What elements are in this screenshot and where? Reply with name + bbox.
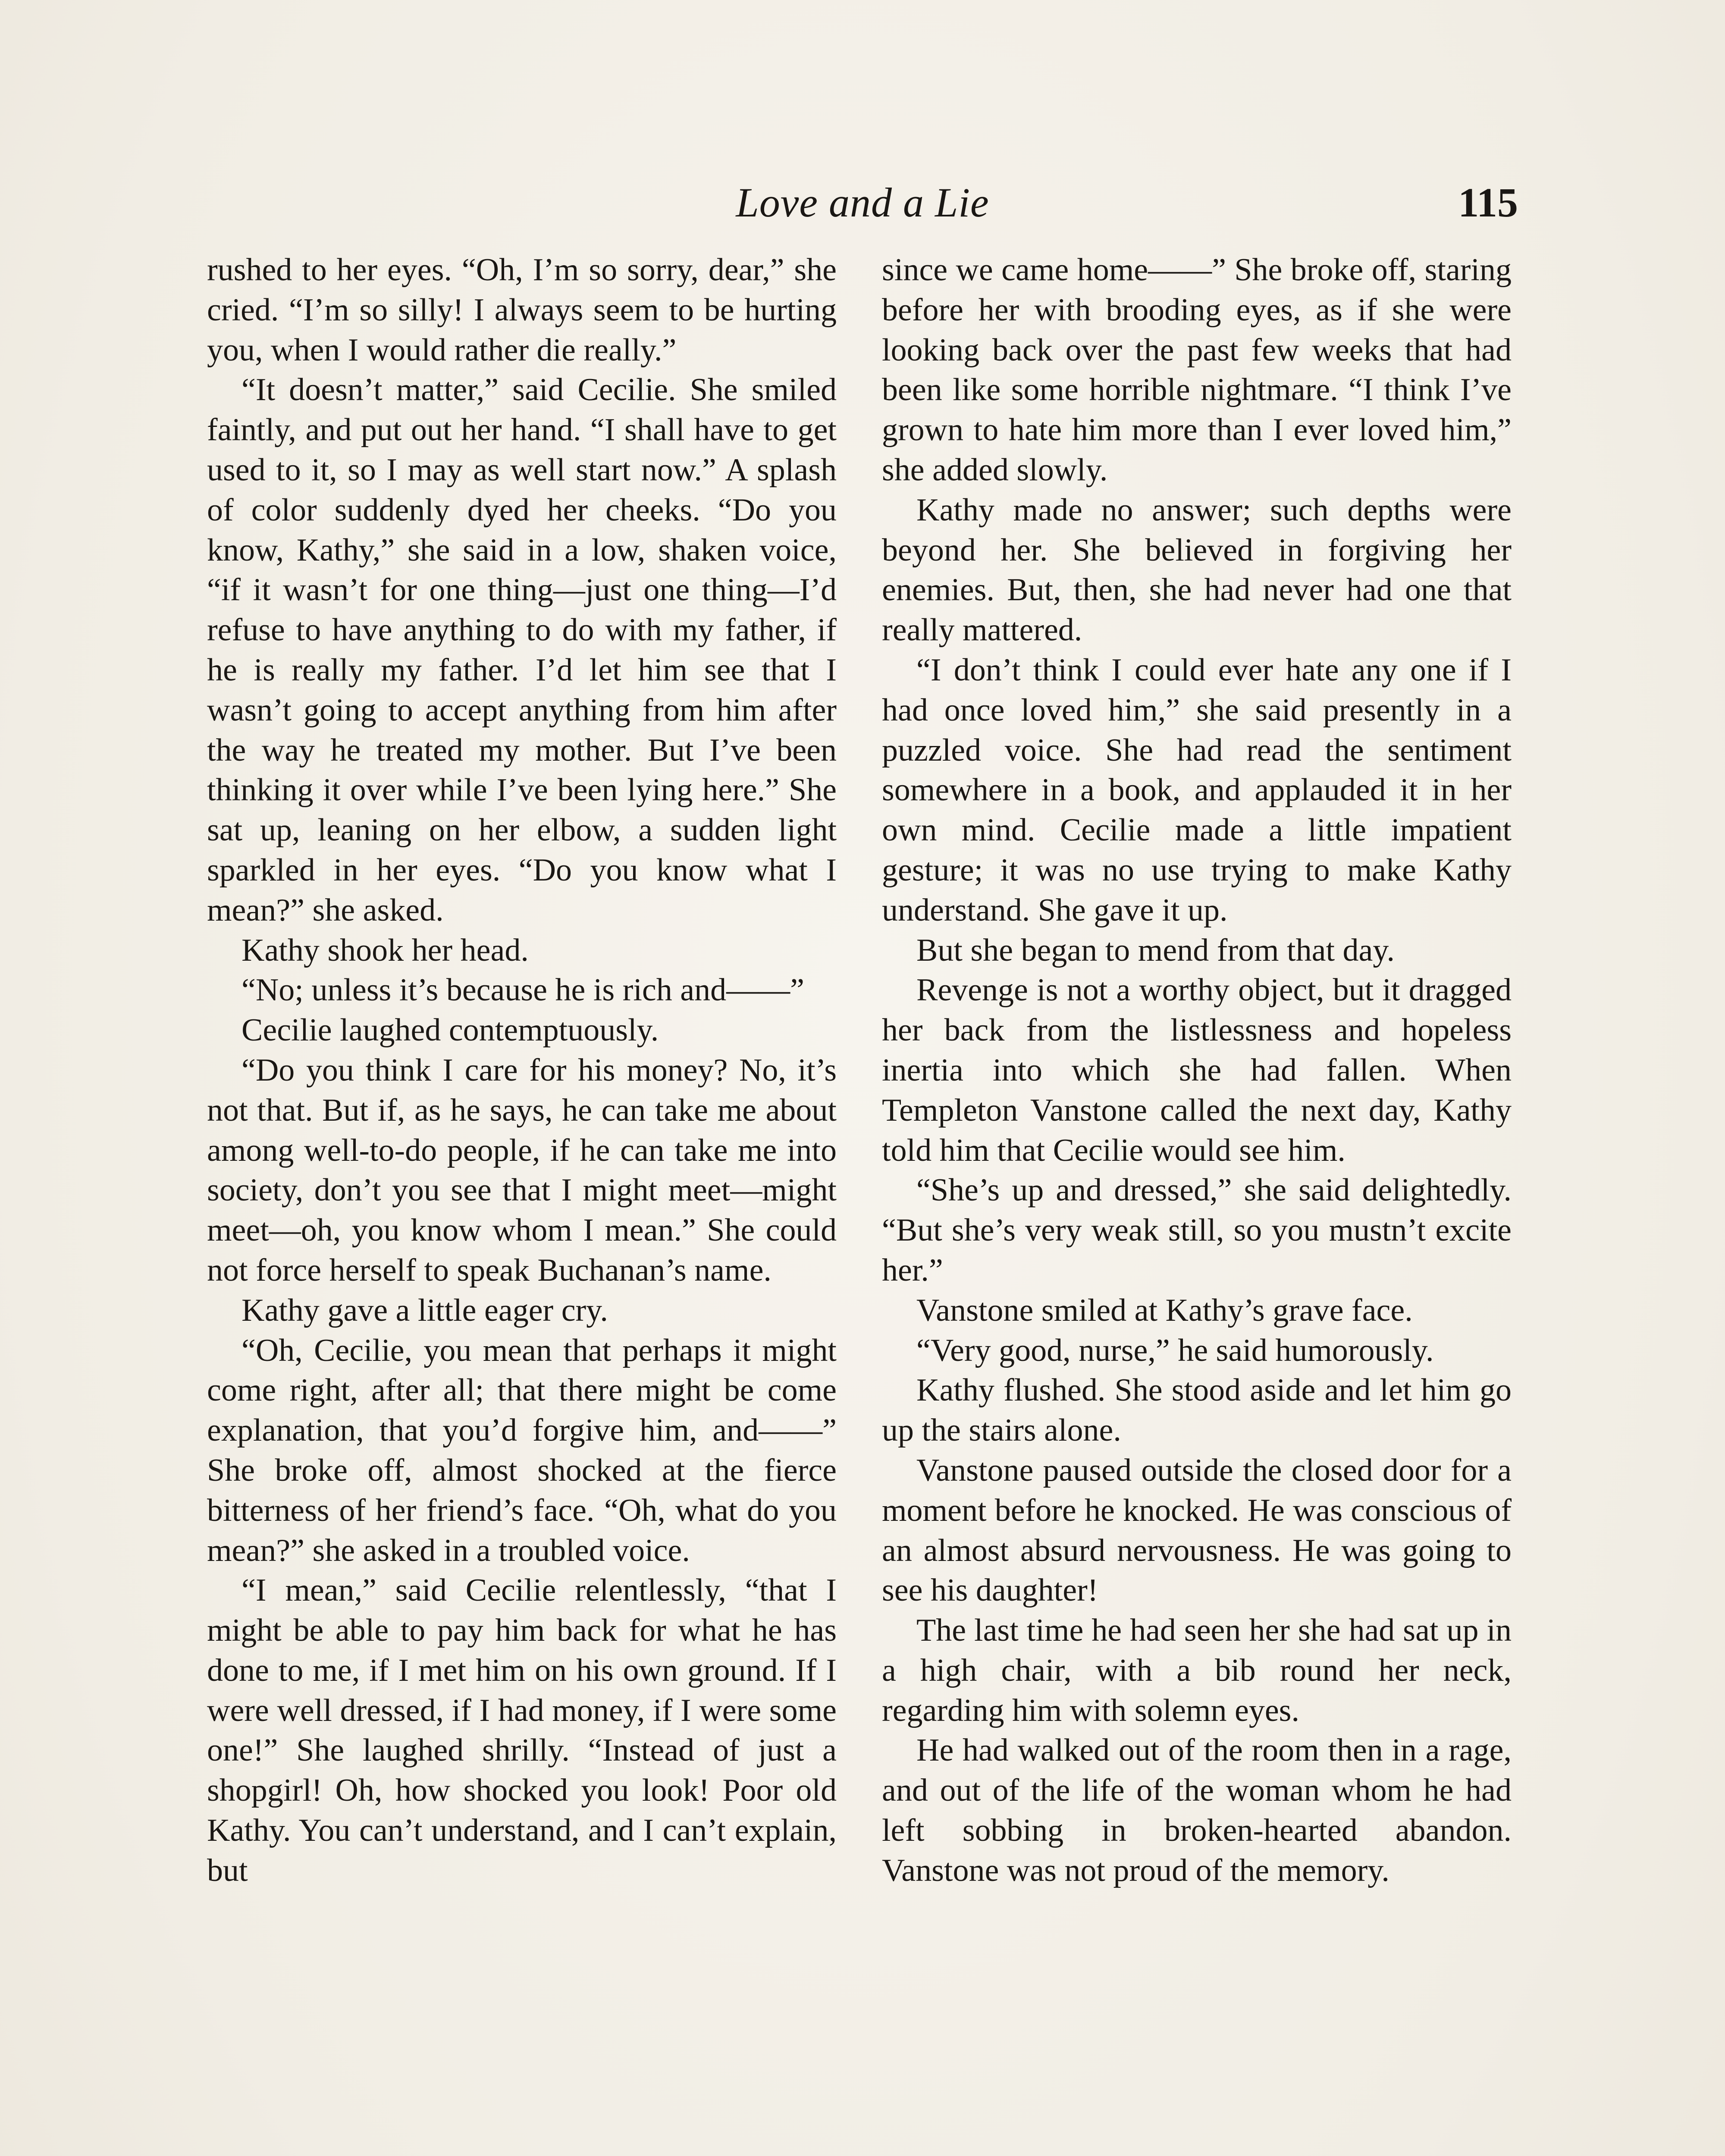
paragraph: Kathy shook her head. [242,932,529,968]
page-number: 115 [1458,179,1518,226]
paragraph: Vanstone smiled at Kathy’s grave face. [916,1292,1413,1328]
paragraph: Cecilie laughed contemptuously. [242,1012,659,1048]
paragraph: But she began to mend from that day. [916,932,1395,968]
paragraph: “I mean,” said Cecilie relentlessly, “that I might be able to pay him back for what he has done to me, if I met him on his own ground. If I were well dressed, if I had money, if I were some one!” She laughed shrilly. “Instead of just a shopgirl! Oh, how shocked you look! Poor old Kathy. You can’t understand, and I can’t explain, but [207,1573,837,1888]
running-header [207,172,1518,233]
text-columns [207,250,1522,2156]
right-column [882,250,1512,2156]
paragraph: The last time he had seen her she had sat up in a high chair, with a bib round her neck, regarding him with solemn eyes. [882,1613,1512,1728]
paragraph: Revenge is not a worthy object, but it dragged her back from the listlessness and hopeless inertia into which she had fallen. When Templeton Vanstone called the next day, Kathy told him that Cecilie would see him. [882,972,1512,1168]
paragraph: since we came home——” She broke off, staring before her with brooding eyes, as if she were looking back over the past few weeks that had been like some horrible nightmare. “I think I’ve grown to hate him more than I ever loved him,” she added slowly. [882,252,1512,488]
paragraph: “Oh, Cecilie, you mean that perhaps it might come right, after all; that there might be come explanation, that you’d forgive him, and——” She broke off, almost shocked at the fierce bitterness of her friend’s face. “Oh, what do you mean?” she asked in a troubled voice. [207,1332,837,1568]
paragraph: “No; unless it’s because he is rich and——” [242,972,804,1008]
paragraph: “She’s up and dressed,” she said delightedly. “But she’s very weak still, so you mustn’t excite her.” [882,1172,1512,1288]
paragraph: “Do you think I care for his money? No, it’s not that. But if, as he says, he can take me about among well-to-do people, if he can take me into society, don’t you see that I might meet—might meet—oh, you know whom I mean.” She could not force herself to speak Buchanan’s name. [207,1052,837,1288]
paragraph: Vanstone paused outside the closed door for a moment before he knocked. He was conscious of an almost absurd nervousness. He was going to see his daughter! [882,1452,1512,1608]
paragraph: “Very good, nurse,” he said humorously. [916,1332,1434,1368]
paragraph: He had walked out of the room then in a rage, and out of the life of the woman whom he had left sobbing in broken-hearted abandon. Vanstone was not proud of the memory. [882,1733,1512,1888]
paragraph: rushed to her eyes. “Oh, I’m so sorry, dear,” she cried. “I’m so silly! I always seem to be hurting you, when I would rather die really.” [207,252,837,368]
paragraph: Kathy gave a little eager cry. [242,1292,608,1328]
paragraph: Kathy made no answer; such depths were beyond her. She believed in forgiving her enemies. But, then, she had never had one that really mattered. [882,492,1512,648]
paragraph: Kathy flushed. She stood aside and let him go up the stairs alone. [882,1373,1512,1448]
running-title: Love and a Lie [736,179,989,226]
paragraph: “I don’t think I could ever hate any one if I had once loved him,” she said presently in a puzzled voice. She had read the sentiment somewhere in a book, and applauded it in her own mind. Cecilie made a little impatient gesture; it was no use trying to make Kathy understand. She gave it up. [882,652,1512,928]
paragraph: “It doesn’t matter,” said Cecilie. She smiled faintly, and put out her hand. “I shall have to get used to it, so I may as well start now.” A splash of color suddenly dyed her cheeks. “Do you know, Kathy,” she said in a low, shaken voice, “if it wasn’t for one thing—just one thing—I’d refuse to have anything to do with my father, if he is really my father. I’d let him see that I wasn’t going to accept anything from him after the way he treated my mother. But I’ve been thinking it over while I’ve been lying here.” She sat up, leaning on her elbow, a sudden light sparkled in her eyes. “Do you know what I mean?” she asked. [207,372,837,928]
left-column [207,250,837,2156]
